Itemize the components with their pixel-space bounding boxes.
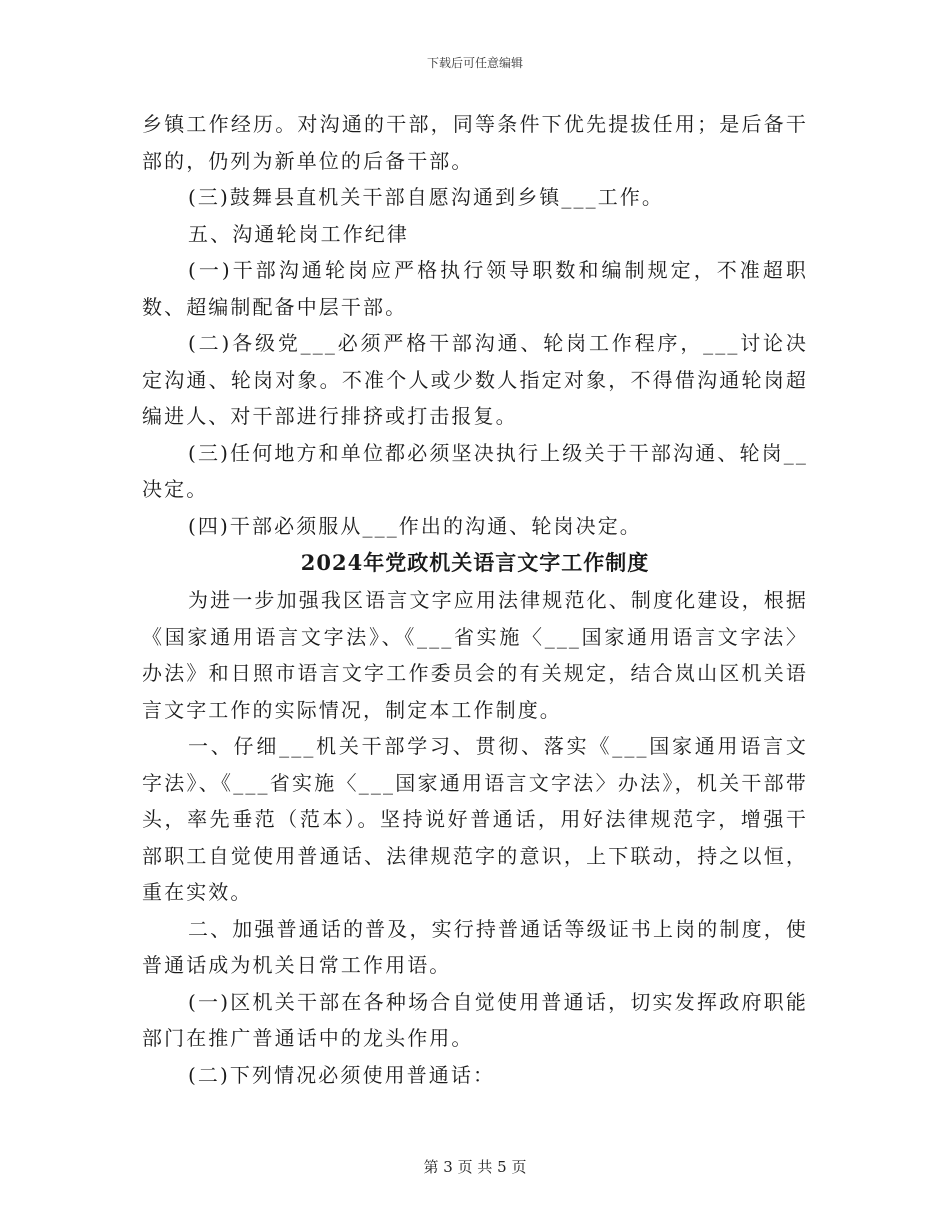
document-body [142,106,808,1093]
body-paragraph: (四)干部必须服从___作出的沟通、轮岗决定。 [188,513,642,538]
body-paragraph: (一)干部沟通轮岗应严格执行领导职数和编制规定，不准超职数、超编制配备中层干部。 [142,258,808,319]
body-paragraph: (三)鼓舞县直机关干部自愿沟通到乡镇___工作。 [188,185,665,209]
section-heading: 五、沟通轮岗工作纪律 [188,221,409,246]
body-paragraph: 一、仔细___机关干部学习、贯彻、落实《___国家通用语言文字法》、《___省实施〈___国家通用语言文字法〉办法》，机关干部带头，率先垂范（范本）。坚持说好普通话，用好法律规范字，增强干部职工自觉使用普通话、法律规范字的意识，上下联动，持之以恒，重在实效。 [142,734,808,904]
body-paragraph: 二、加强普通话的普及，实行持普通话等级证书上岗的制度，使普通话成为机关日常工作用语。 [142,916,808,977]
document-title: 2024年党政机关语言文字工作制度 [300,550,650,575]
body-paragraph: (一)区机关干部在各种场合自觉使用普通话，切实发挥政府职能部门在推广普通话中的龙头作用。 [142,989,808,1050]
body-paragraph: (三)任何地方和单位都必须坚决执行上级关于干部沟通、轮岗__决定。 [142,440,808,501]
body-paragraph: (二)各级党___必须严格干部沟通、轮岗工作程序，___讨论决定沟通、轮岗对象。不准个人或少数人指定对象，不得借沟通轮岗超编进人、对干部进行排挤或打击报复。 [142,331,808,428]
body-paragraph: (二)下列情况必须使用普通话： [188,1062,496,1087]
body-paragraph: 乡镇工作经历。对沟通的干部，同等条件下优先提拔任用；是后备干部的，仍列为新单位的后备干部。 [142,112,808,173]
page-header-note: 下载后可任意编辑 [426,56,523,70]
page-number-footer: 第 3 页 共 5 页 [423,1158,527,1176]
body-paragraph: 为进一步加强我区语言文字应用法律规范化、制度化建设，根据《国家通用语言文字法》、《___省实施〈___国家通用语言文字法〉办法》和日照市语言文字工作委员会的有关规定，结合岚山区机关语言文字工作的实际情况，制定本工作制度。 [142,588,808,722]
